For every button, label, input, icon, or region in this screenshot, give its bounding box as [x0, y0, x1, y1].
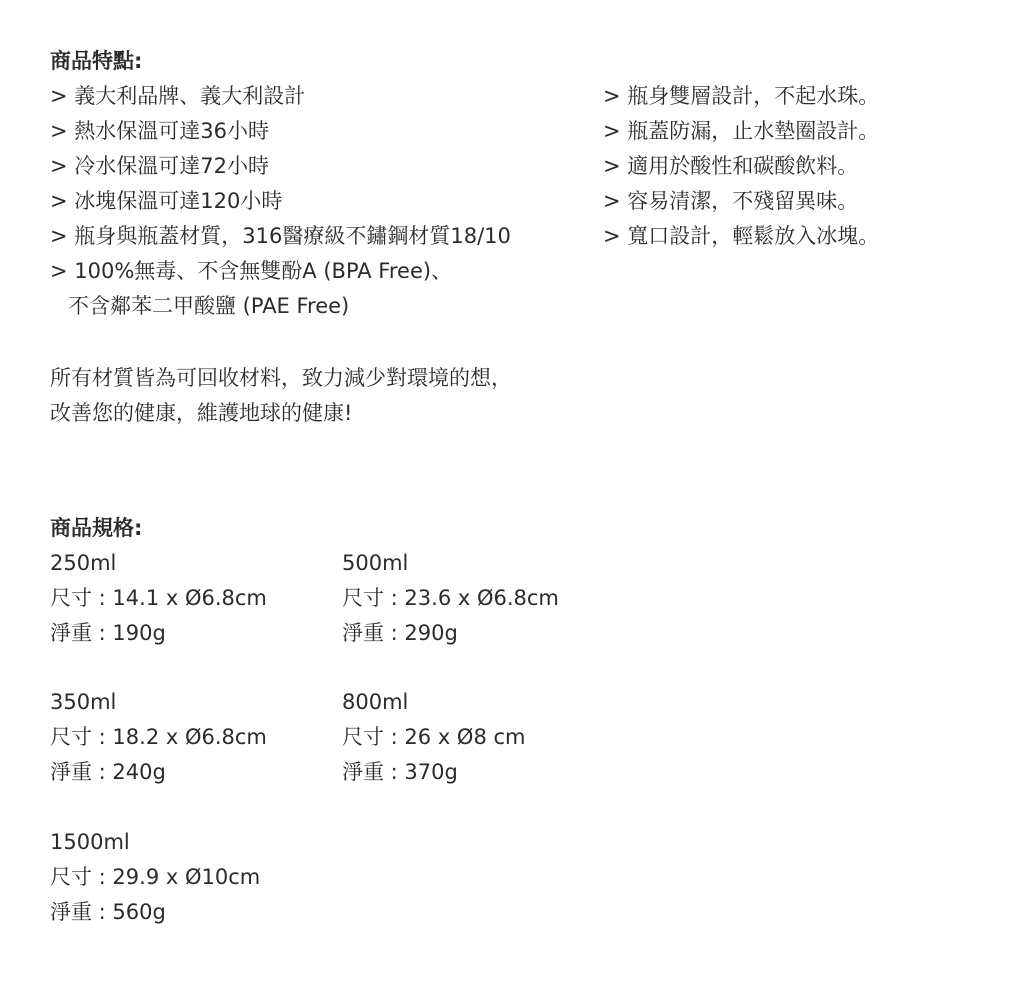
spec-weight: 淨重 : 370g [342, 760, 458, 784]
spec-weight: 淨重 : 190g [50, 621, 166, 645]
note-text: 改善您的健康，維護地球的健康! [50, 401, 353, 425]
feature-item-right: > 瓶身雙層設計，不起水珠。 [603, 84, 880, 108]
feature-item-continuation: 不含鄰苯二甲酸鹽 (PAE Free) [68, 294, 350, 318]
feature-item: > 熱水保溫可達36小時 [50, 119, 269, 143]
features-title: 商品特點: [50, 49, 143, 73]
feature-item-right: > 寬口設計，輕鬆放入冰塊。 [603, 224, 880, 248]
spec-capacity: 500ml [342, 551, 409, 575]
spec-capacity: 800ml [342, 690, 409, 714]
specs-title: 商品規格: [50, 516, 143, 540]
spec-weight: 淨重 : 290g [342, 621, 458, 645]
spec-size: 尺寸 : 26 x Ø8 cm [342, 725, 526, 749]
spec-capacity: 1500ml [50, 830, 130, 854]
spec-weight: 淨重 : 560g [50, 900, 166, 924]
spec-capacity: 250ml [50, 551, 117, 575]
spec-weight: 淨重 : 240g [50, 760, 166, 784]
spec-size: 尺寸 : 14.1 x Ø6.8cm [50, 586, 267, 610]
feature-item: > 冰塊保溫可達120小時 [50, 189, 283, 213]
feature-item: > 100%無毒、不含無雙酚A (BPA Free)、 [50, 259, 453, 283]
spec-size: 尺寸 : 18.2 x Ø6.8cm [50, 725, 267, 749]
spec-size: 尺寸 : 29.9 x Ø10cm [50, 865, 261, 889]
feature-item-right: > 瓶蓋防漏，止水墊圈設計。 [603, 119, 880, 143]
feature-item: > 瓶身與瓶蓋材質，316醫療級不鏽鋼材質18/10 [50, 224, 511, 248]
feature-item-right: > 容易清潔，不殘留異味。 [603, 189, 859, 213]
feature-item: > 冷水保溫可達72小時 [50, 154, 269, 178]
feature-item: > 義大利品牌、義大利設計 [50, 84, 306, 108]
spec-size: 尺寸 : 23.6 x Ø6.8cm [342, 586, 559, 610]
note-text: 所有材質皆為可回收材料，致力減少對環境的想， [50, 366, 512, 390]
spec-capacity: 350ml [50, 690, 117, 714]
feature-item-right: > 適用於酸性和碳酸飲料。 [603, 154, 859, 178]
